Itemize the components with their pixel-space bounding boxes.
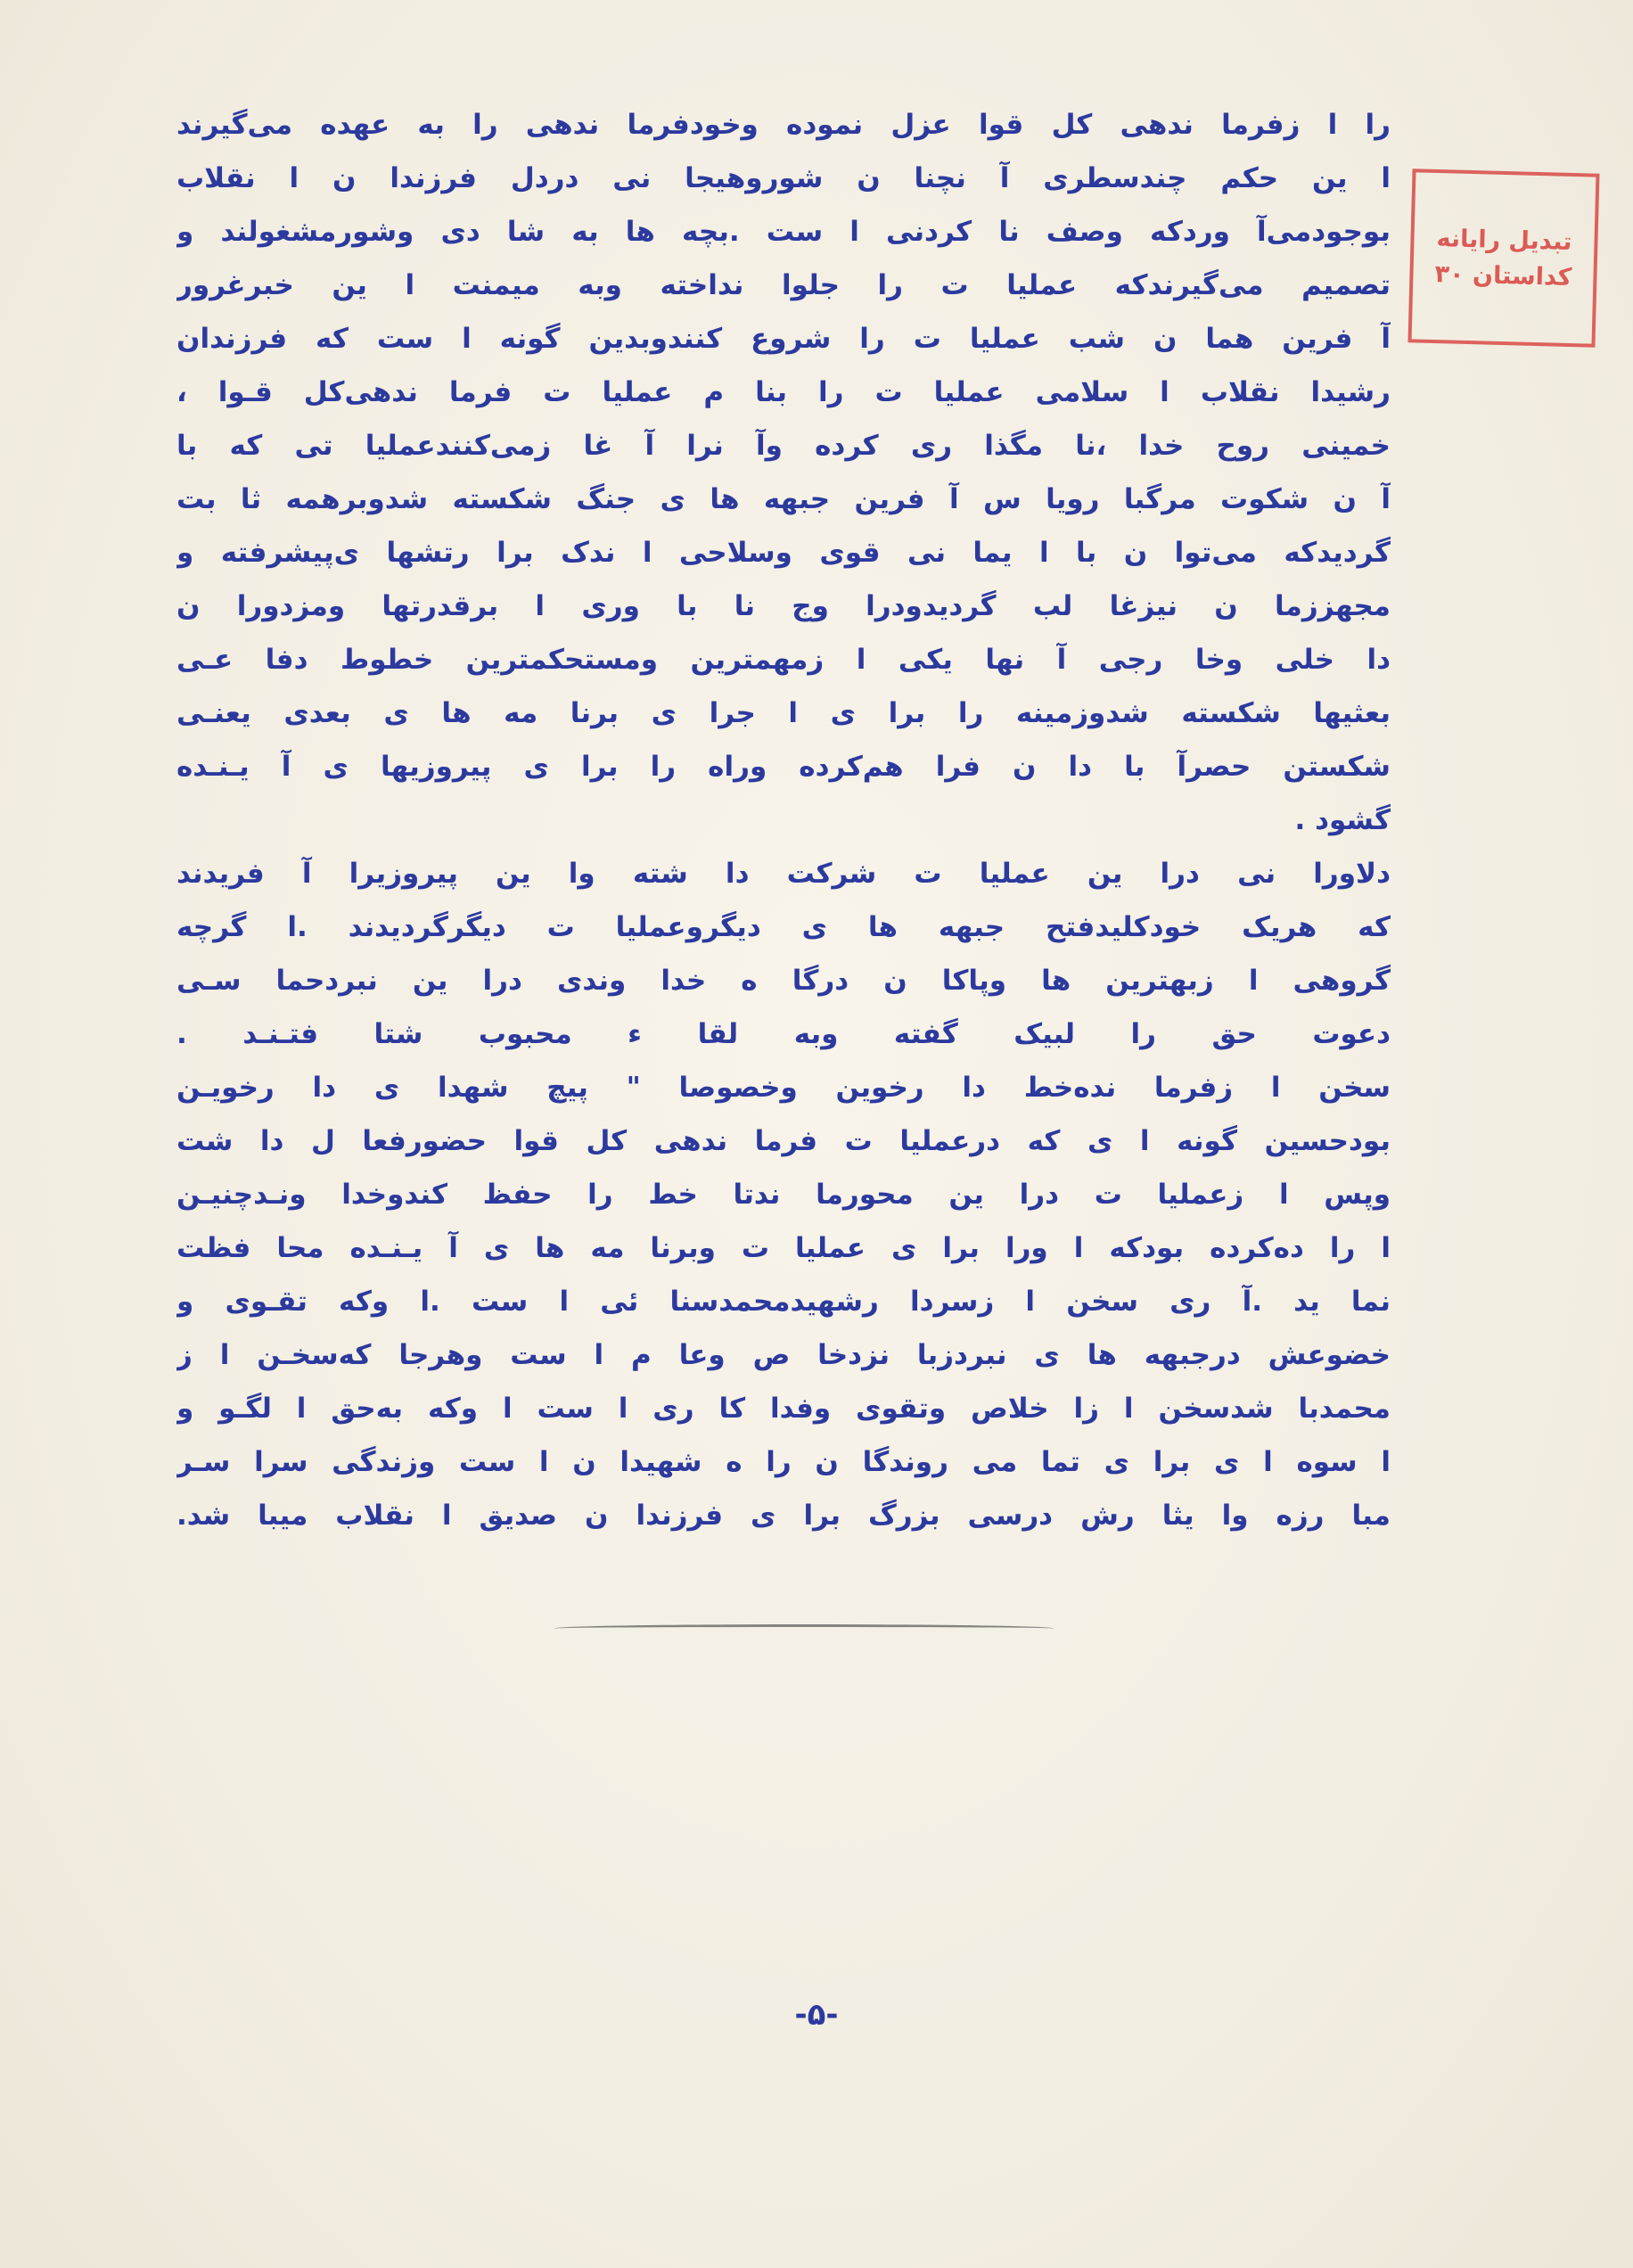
text-line: بوجودمی‌آ وردکه وصف نا کردنی ا ست .بچه ها به شا دی وشورمشغولند و: [176, 216, 1391, 248]
text-line: دا خلی وخا رجی آ نها یکی ا زمهمترین ومستحکمترین خطوط دفا عـی: [176, 644, 1391, 676]
text-line: ا ین حکم چندسطری آ نچنا ن شوروهیجا نی دردل فرزندا ن ا نقلاب: [176, 162, 1391, 194]
text-line: گروهی ا زبهترین ها وپاکا ن درگا ه خدا وندی درا ین نبردحما سـی: [176, 965, 1391, 997]
text-line: خمینی روح خدا ،نا مگذا ری کرده وآ نرا آ غا زمی‌کنندعملیا تی که با: [176, 430, 1391, 462]
text-line: خضوعش درجبهه ها ی نبردزبا نزدخا ص وعا م ا ست وهرجا که‌سخـن ا ز: [176, 1339, 1391, 1371]
text-line: گشود .: [1294, 804, 1391, 836]
text-line: مبا رزه وا یثا رش درسی بزرگ برا ی فرزندا ن صدیق ا نقلاب میبا شد.: [176, 1500, 1391, 1532]
text-line: وپس ا زعملیا ت درا ین محورما ندتا خط را حفظ کندوخدا ونـدچنیـن: [176, 1179, 1391, 1211]
text-line: آ فرین هما ن شب عملیا ت را شروع کنندوبدین گونه ا ست که فرزندان: [176, 323, 1391, 355]
archive-stamp: [1407, 168, 1599, 347]
pencil-underline: [554, 1624, 1054, 1632]
text-line: سخن ا زفرما نده‌خط دا رخوین وخصوصا " پیچ شهدا ی دا رخویـن: [176, 1072, 1391, 1104]
text-line: تصمیم می‌گیرندکه عملیا ت را جلوا نداخته وبه میمنت ا ین خبرغرور: [176, 269, 1391, 301]
stamp-line-1: تبدیل رایانه: [1436, 224, 1572, 256]
text-line: را ا زفرما ندهی کل قوا عزل نموده وخودفرما ندهی را به عهده می‌گیرند: [176, 109, 1391, 141]
text-line: رشیدا نقلاب ا سلامی عملیا ت را بنا م عملیا ت فرما ندهی‌کل قـوا ،: [176, 376, 1391, 408]
text-line: که هریک خودکلیدفتح جبهه ها ی دیگروعملیا ت دیگرگردیدند .ا گرچه: [176, 911, 1391, 943]
text-line: نما ید .آ ری سخن ا زسردا رشهیدمحمدسنا ئی ا ست .ا وکه تقـوی و: [176, 1286, 1391, 1318]
text-line: گردیدکه می‌توا ن با ا یما نی قوی وسلاحی ا ندک برا رتشها ی‌پیشرفته و: [176, 537, 1391, 569]
text-line: دعوت حق را لبیک گفته وبه لقا ء محبوب شتا فتـنـد .: [176, 1018, 1391, 1050]
text-line: بعثیها شکسته شدوزمینه را برا ی ا جرا ی برنا مه ها ی بعدی یعنـی: [176, 697, 1391, 729]
page-number: -۵-: [794, 1997, 839, 2033]
stamp-line-2: کداستان ۳۰: [1434, 259, 1572, 292]
text-line: محمدبا شدسخن ا زا خلاص وتقوی وفدا کا ری ا ست ا وکه به‌حق ا لگـو و: [176, 1393, 1391, 1425]
text-line: آ ن شکوت مرگبا رویا س آ فرین جبهه ها ی جنگ شکسته شدوبرهمه ثا بت: [176, 483, 1391, 515]
document-body: [176, 98, 1391, 1542]
text-line: بودحسین گونه ا ی که درعملیا ت فرما ندهی کل قوا حضورفعا ل دا شت: [176, 1125, 1391, 1157]
text-line: دلاورا نی درا ین عملیا ت شرکت دا شته وا ین پیروزیرا آ فریدند: [176, 858, 1391, 890]
text-line: مجهززما ن نیزغا لب گردیدودرا وج نا با وری ا برقدرتها ومزدورا ن: [176, 590, 1391, 622]
text-line: ا را ده‌کرده بودکه ا ورا برا ی عملیا ت وبرنا مه ها ی آ یـنـده محا فظت: [176, 1232, 1391, 1264]
text-line: ا سوه ا ی برا ی تما می روندگا ن را ه شهیدا ن ا ست وزندگی سرا سـر: [176, 1446, 1391, 1478]
text-line: شکستن حصرآ با دا ن فرا هم‌کرده وراه را برا ی پیروزیها ی آ یـنـده: [176, 751, 1391, 783]
